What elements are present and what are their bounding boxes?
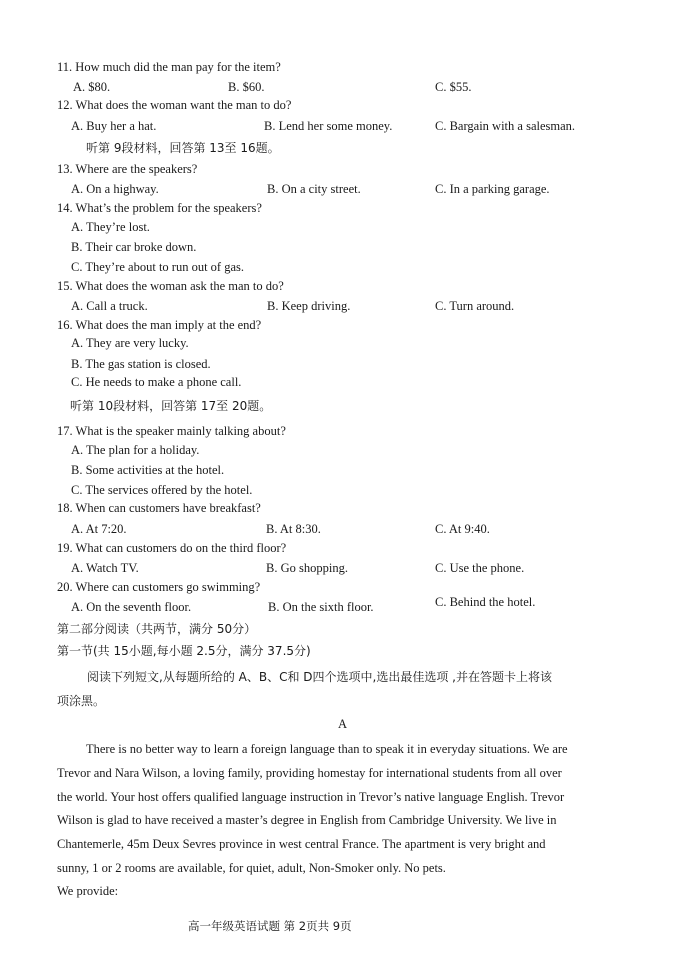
q17-option-a: A. The plan for a holiday. — [71, 443, 200, 457]
q16-option-a: A. They are very lucky. — [71, 336, 189, 350]
q19-stem: 19. What can customers do on the third floor? — [57, 541, 287, 555]
instruction-line-1: 阅读下列短文,从每题所给的 A、B、C和 D四个选项中,选出最佳选项 ,并在答题卡上将该 — [87, 670, 552, 684]
q16-option-c: C. He needs to make a phone call. — [71, 375, 242, 389]
q16-stem: 16. What does the man imply at the end? — [57, 318, 262, 332]
q20-option-c: C. Behind the hotel. — [435, 595, 536, 609]
q18-stem: 18. When can customers have breakfast? — [57, 501, 261, 515]
q19-option-a: A. Watch TV. — [71, 561, 139, 575]
q13-option-c: C. In a parking garage. — [435, 182, 550, 196]
page-footer: 高一年级英语试题 第 2页共 9页 — [188, 919, 352, 933]
q15-option-b: B. Keep driving. — [267, 299, 351, 313]
part-2-heading: 第二部分阅读（共两节，满分 50分） — [57, 622, 257, 636]
passage-line-4: Wilson is glad to have received a master’s degree in English from Cambridge University. We live in — [57, 813, 557, 827]
q11-stem: 11. How much did the man pay for the item? — [57, 60, 281, 74]
q17-option-b: B. Some activities at the hotel. — [71, 463, 225, 477]
q14-stem: 14. What’s the problem for the speakers? — [57, 201, 262, 215]
q12-option-b: B. Lend her some money. — [264, 119, 393, 133]
passage-line-5: Chantemerle, 45m Deux Sevres province in west central France. The apartment is very bright and — [57, 837, 546, 851]
passage-line-1: There is no better way to learn a foreign language than to speak it in everyday situations. We are — [86, 742, 568, 756]
we-provide: We provide: — [57, 884, 119, 898]
passage-line-6: sunny, 1 or 2 rooms are available, for quiet, adult, Non-Smoker only. No pets. — [57, 861, 446, 875]
q11-option-c: C. $55. — [435, 80, 472, 94]
q18-option-c: C. At 9:40. — [435, 522, 490, 536]
passage-line-2: Trevor and Nara Wilson, a loving family, providing homestay for international students from all over — [57, 766, 562, 780]
q20-option-b: B. On the sixth floor. — [268, 600, 374, 614]
passage-letter: A — [338, 717, 348, 731]
q18-option-b: B. At 8:30. — [266, 522, 321, 536]
q13-option-a: A. On a highway. — [71, 182, 159, 196]
passage-line-3: the world. Your host offers qualified language instruction in Trevor’s native language English. Trevor — [57, 790, 565, 804]
q11-option-a: A. $80. — [73, 80, 111, 94]
q14-option-c: C. They’re about to run out of gas. — [71, 260, 244, 274]
q15-option-a: A. Call a truck. — [71, 299, 148, 313]
q13-option-b: B. On a city street. — [267, 182, 361, 196]
q17-option-c: C. The services offered by the hotel. — [71, 483, 253, 497]
q12-stem: 12. What does the woman want the man to do? — [57, 98, 292, 112]
q11-option-b: B. $60. — [228, 80, 265, 94]
q13-stem: 13. Where are the speakers? — [57, 162, 198, 176]
q18-option-a: A. At 7:20. — [71, 522, 127, 536]
q15-option-c: C. Turn around. — [435, 299, 515, 313]
q20-stem: 20. Where can customers go swimming? — [57, 580, 261, 594]
q12-option-a: A. Buy her a hat. — [71, 119, 157, 133]
q16-option-b: B. The gas station is closed. — [71, 357, 211, 371]
q17-stem: 17. What is the speaker mainly talking about? — [57, 424, 286, 438]
q15-stem: 15. What does the woman ask the man to do? — [57, 279, 284, 293]
q19-option-c: C. Use the phone. — [435, 561, 525, 575]
q19-option-b: B. Go shopping. — [266, 561, 348, 575]
instruction-line-2: 项涂黑。 — [57, 694, 106, 708]
q20-option-a: A. On the seventh floor. — [71, 600, 192, 614]
q14-option-b: B. Their car broke down. — [71, 240, 197, 254]
section-1-heading: 第一节(共 15小题,每小题 2.5分，满分 37.5分) — [57, 644, 311, 658]
q14-option-a: A. They’re lost. — [71, 220, 150, 234]
q12-option-c: C. Bargain with a salesman. — [435, 119, 576, 133]
section-10-heading: 听第 10段材料，回答第 17至 20题。 — [70, 399, 272, 413]
section-9-heading: 听第 9段材料，回答第 13至 16题。 — [86, 141, 280, 155]
